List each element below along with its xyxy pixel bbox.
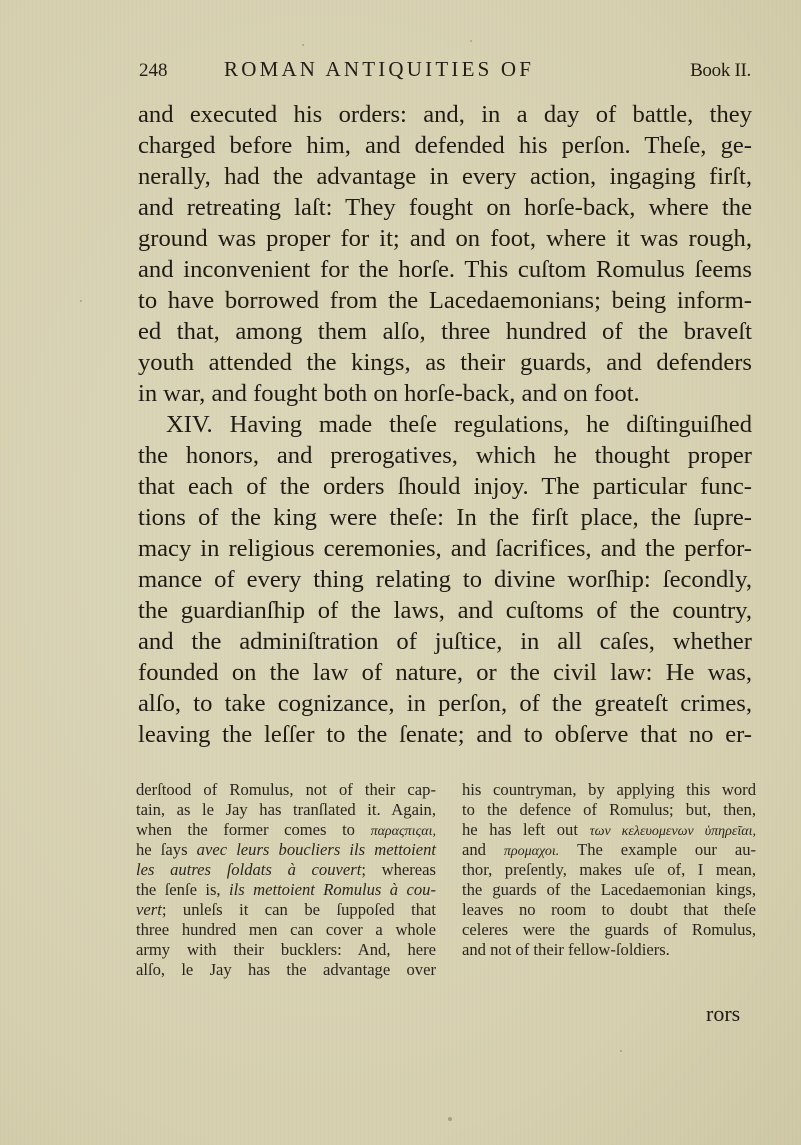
text-line: nerally, had the advantage in every action, ingaging firſt, — [138, 163, 752, 190]
french-quote: les autres ſoldats à couvert — [136, 860, 362, 879]
text-line: to have borrowed from the Lacedaemonians; being inform- — [138, 287, 752, 314]
text-line: ed that, among them alſo, three hundred of the braveſt — [138, 318, 752, 345]
footnote-column-left — [136, 780, 436, 980]
footnote-line: thor, preſently, makes uſe of, I mean, — [462, 860, 756, 879]
paper-speck — [448, 1117, 452, 1121]
page-number: 248 — [139, 60, 168, 81]
footnote-line — [136, 840, 436, 860]
running-title: ROMAN ANTIQUITIES OF — [224, 57, 535, 81]
main-text — [138, 99, 752, 750]
text-line: mance of every thing relating to divine worſhip: ſecondly, — [138, 566, 752, 593]
book-label: Book II. — [690, 60, 751, 81]
footnote-line: to the defence of Romulus; but, then, — [462, 800, 756, 819]
footnote-line: his countryman, by applying this word — [462, 780, 756, 799]
footnote-line — [136, 860, 436, 880]
footnote-line: and not of their fellow-ſoldiers. — [462, 940, 670, 959]
text-line: ground was proper for it; and on foot, where it was rough, — [138, 225, 752, 252]
text-line: and executed his orders: and, in a day of battle, they — [138, 101, 752, 128]
text-line: macy in religious ceremonies, and ſacrifices, and the perfor- — [138, 535, 752, 562]
footnote-line: army with their bucklers: And, here — [136, 940, 436, 959]
footnote-line — [462, 840, 756, 860]
text-line: youth attended the kings, as their guards, and defenders — [138, 349, 752, 376]
french-quote: ils mettoient Romulus à cou- — [229, 880, 436, 899]
text-line: leaving the leſſer to the ſenate; and to obſerve that no er- — [138, 721, 752, 748]
footnote-line: three hundred men can cover a whole — [136, 920, 436, 939]
catchword: rors — [706, 1001, 741, 1026]
footnote-text: ; unleſs it can be ſuppoſed that — [161, 900, 436, 919]
greek-text: των κελευομενων ὑπηρεῖαι, — [589, 824, 756, 839]
footnote-line: the guards of the Lacedaemonian kings, — [462, 880, 756, 899]
footnote-line — [136, 820, 436, 840]
greek-text: προμαχοι. — [503, 844, 560, 859]
footnote-line: tain, as le Jay has tranſlated it. Again, — [136, 800, 436, 819]
footnote-line — [136, 880, 436, 900]
text-line: founded on the law of nature, or the civil law: He was, — [138, 659, 752, 686]
text-line: in war, and fought both on horſe-back, and on foot. — [138, 380, 640, 407]
footnote-line: leaves no room to doubt that theſe — [462, 900, 756, 919]
footnote-line — [136, 900, 436, 920]
text-line: the guardianſhip of the laws, and cuſtoms of the country, — [138, 597, 752, 624]
footnote-text: he has left out — [462, 820, 590, 839]
text-line: the honors, and prerogatives, which he thought proper — [138, 442, 752, 469]
text-line: that each of the orders ſhould injoy. The particular func- — [138, 473, 752, 500]
paper-speck — [470, 40, 472, 42]
footnote-text: the ſenſe is, — [136, 880, 230, 899]
text-line: and the adminiſtration of juſtice, in all caſes, whether — [138, 628, 752, 655]
french-quote: vert — [136, 900, 162, 919]
footnote-line: celeres were the guards of Romulus, — [462, 920, 756, 939]
text-line: and retreating laſt: They fought on horſe-back, where the — [138, 194, 752, 221]
greek-text: παραςπιςαι, — [370, 824, 436, 839]
running-head — [139, 57, 753, 87]
paper-speck — [80, 300, 82, 302]
text-line: tions of the king were theſe: In the firſt place, the ſupre- — [138, 504, 752, 531]
footnote-text: ; whereas — [361, 860, 436, 879]
text-line: charged before him, and defended his perſon. Theſe, ge- — [138, 132, 752, 159]
section-heading-line: XIV. Having made theſe regulations, he diſtinguiſhed — [166, 411, 752, 438]
french-quote: avec leurs boucliers ils mettoient — [196, 840, 436, 859]
paper-speck — [302, 44, 304, 46]
paper-speck — [620, 1050, 622, 1052]
footnote-line — [462, 820, 756, 840]
footnote-line: derſtood of Romulus, not of their cap- — [136, 780, 436, 799]
footnote-text: he ſays — [136, 840, 197, 859]
footnote-line: alſo, le Jay has the advantage over — [136, 960, 436, 979]
footnote-column-right — [462, 780, 756, 960]
footnote-text: The example our au- — [559, 840, 757, 859]
text-line: alſo, to take cognizance, in perſon, of the greateſt crimes, — [138, 690, 752, 717]
text-line: and inconvenient for the horſe. This cuſtom Romulus ſeems — [138, 256, 752, 283]
footnote-text: when the former comes to — [136, 820, 371, 839]
footnote-text: and — [462, 840, 504, 859]
